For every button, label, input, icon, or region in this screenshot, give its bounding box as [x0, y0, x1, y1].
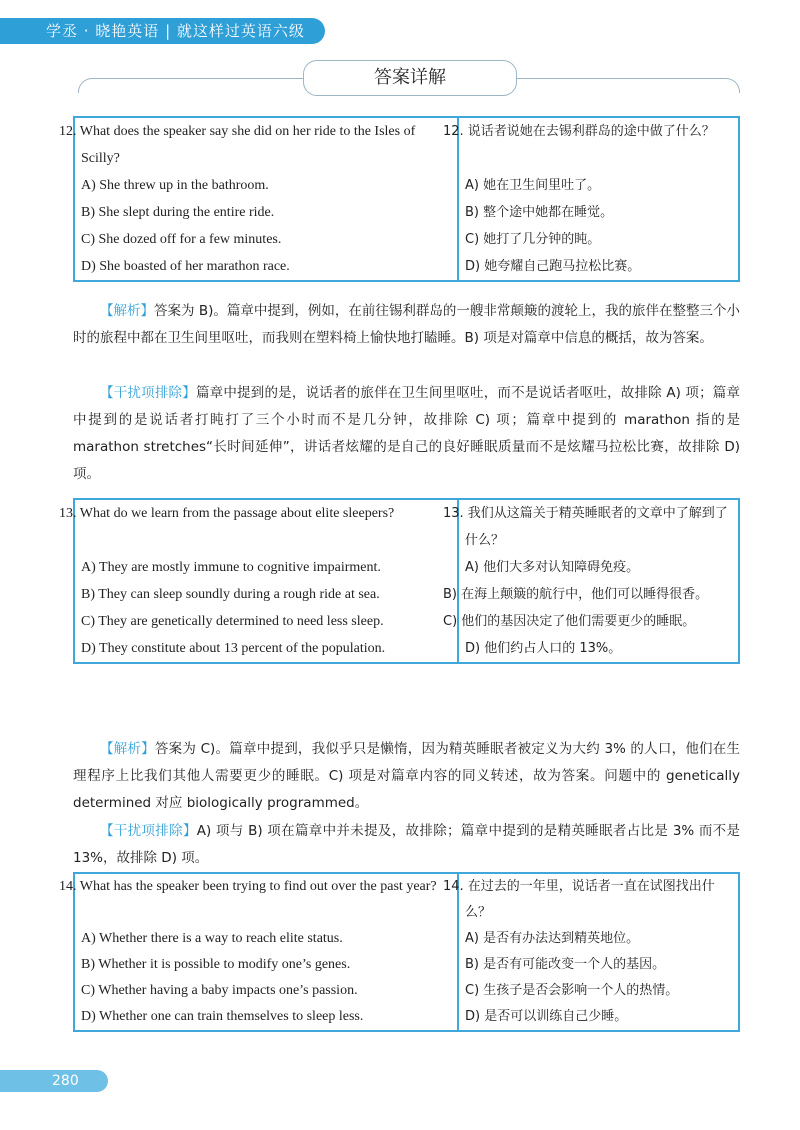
option-en: C) She dozed off for a few minutes. [74, 226, 458, 253]
analysis-paragraph-12 [73, 298, 740, 352]
section-title: 答案详解 [303, 60, 517, 96]
analysis-tag: 【解析】 [100, 741, 155, 757]
distractor-tag: 【干扰项排除】 [100, 385, 196, 401]
option-zh: C) 他们的基因决定了他们需要更少的睡眠。 [443, 614, 696, 629]
option-en: B) Whether it is possible to modify one’s genes. [74, 952, 458, 978]
option-zh: C) 生孩子是否会影响一个人的热情。 [465, 983, 679, 998]
option-en: A) She threw up in the bathroom. [74, 172, 458, 199]
distractor-text: 篇章中提到的是，说话者的旅伴在卫生间里呕吐，而不是说话者呕吐，故排除 A) 项；篇章中提到的是说话者打盹打了三个小时而不是几分钟，故排除 C) 项；篇章中提到的 marathon 指的是 marathon stretches“长时间延伸”，讲话者炫耀的是自己的良好睡眠质量而不是炫耀马拉松比赛，故排除 D) 项。 [73, 385, 740, 482]
option-en: A) They are mostly immune to cognitive impairment. [74, 554, 458, 581]
option-en: D) Whether one can train themselves to sleep less. [74, 1004, 458, 1031]
question-en: 14. What has the speaker been trying to find out over the past year? [74, 873, 458, 926]
option-en: B) She slept during the entire ride. [74, 199, 458, 226]
question-table-13 [59, 498, 740, 664]
option-zh: D) 他们约占人口的 13%。 [465, 641, 622, 656]
option-zh: C) 她打了几分钟的盹。 [465, 232, 601, 247]
option-zh: B) 在海上颠簸的航行中，他们可以睡得很香。 [443, 587, 709, 602]
option-zh: B) 整个途中她都在睡觉。 [465, 205, 614, 220]
option-en: C) Whether having a baby impacts one’s passion. [74, 978, 458, 1004]
option-zh: A) 她在卫生间里吐了。 [465, 178, 601, 193]
distractor-paragraph-12 [73, 380, 740, 488]
analysis-paragraph-13 [73, 736, 740, 817]
distractor-text: A) 项与 B) 项在篇章中并未提及，故排除；篇章中提到的是精英睡眠者占比是 3% 而不是 13%，故排除 D) 项。 [73, 823, 741, 866]
distractor-paragraph-13 [73, 818, 740, 872]
question-en: 13. What do we learn from the passage about elite sleepers? [74, 499, 458, 554]
option-en: C) They are genetically determined to need less sleep. [74, 608, 458, 635]
question-table-14 [59, 872, 740, 1032]
question-en: 12. What does the speaker say she did on her ride to the Isles of Scilly? [74, 117, 458, 172]
question-zh: 13. 我们从这篇关于精英睡眠者的文章中了解到了什么？ [443, 506, 728, 548]
series-banner: 学丞 · 晓艳英语 | 就这样过英语六级 [0, 18, 325, 44]
analysis-text: 答案为 C)。篇章中提到，我似乎只是懒惰，因为精英睡眠者被定义为大约 3% 的人口，他们在生理程序上比我们其他人需要更少的睡眠。C) 项是对篇章内容的同义转述，故为答案。问题中的 genetically determined 对应 biologically programmed。 [73, 741, 741, 811]
analysis-tag: 【解析】 [100, 303, 155, 319]
question-zh: 12. 说话者说她在去锡利群岛的途中做了什么？ [443, 124, 715, 139]
option-zh: D) 是否可以训练自己少睡。 [465, 1009, 628, 1024]
option-zh: B) 是否有可能改变一个人的基因。 [465, 957, 666, 972]
distractor-tag: 【干扰项排除】 [100, 823, 197, 839]
option-zh: A) 是否有办法达到精英地位。 [465, 931, 640, 946]
question-table-12 [59, 116, 740, 282]
option-zh: A) 他们大多对认知障碍免疫。 [465, 560, 640, 575]
analysis-text: 答案为 B)。篇章中提到，例如，在前往锡利群岛的一艘非常颠簸的渡轮上，我的旅伴在整整三个小时的旅程中都在卫生间里呕吐，而我则在塑料椅上愉快地打瞌睡。B) 项是对篇章中信息的概括，故为答案。 [73, 303, 740, 346]
option-en: A) Whether there is a way to reach elite status. [74, 926, 458, 952]
option-en: D) She boasted of her marathon race. [74, 253, 458, 281]
option-zh: D) 她夸耀自己跑马拉松比赛。 [465, 259, 641, 274]
question-zh: 14. 在过去的一年里，说话者一直在试图找出什么？ [443, 879, 715, 920]
option-en: D) They constitute about 13 percent of the population. [74, 635, 458, 663]
option-en: B) They can sleep soundly during a rough ride at sea. [74, 581, 458, 608]
page-number: 280 [0, 1070, 108, 1092]
